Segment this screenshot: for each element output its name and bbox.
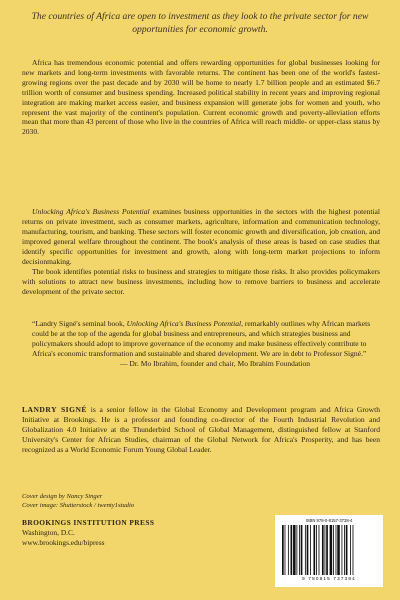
quote-attribution: — Dr. Mo Ibrahim, founder and chair, Mo Ibrahim Foundation [120,358,311,368]
publisher-url: www.brookings.edu/bipress [22,538,105,547]
barcode-panel [275,515,383,587]
publisher-city: Washington, D.C. [22,528,75,537]
author-bio [22,405,380,455]
quote-book-title: Unlocking Africa's Business Potential, [126,319,243,328]
book-title-inline: Unlocking Africa's Business Potential [32,207,150,216]
author-name: LANDRY SIGNÉ [22,405,87,414]
description-paragraph-2-text: examines business opportunities in the sectors with the highest potential returns on private investment, such as consumer markets, agriculture, information and communication technology, manufacturing, tourism, and banking. These sectors will foster economic growth and diversification, job creation, and improved general welfare throughout the continent. The book's analysis of these areas is based on case studies that identify specific opportunities for investment and growth, along with long-term market projections to inform decisionmaking. [22,207,380,266]
publisher-name: BROOKINGS INSTITUTION PRESS [22,518,155,527]
author-bio-text: is a senior fellow in the Global Economy and Development program and Africa Growth Initiative at Brookings. He is a professor and founding co-director of the Fourth Industrial Revolution and Globalization 4.0 Initiative at the Thunderbird School of Global Management, distinguished fellow at Stanford University's Center for African Studies, chairman of the Global Network for Africa's Prosperity, and has been recognized as a World Economic Forum Young Global Leader. [22,405,380,454]
description-paragraph-1: Africa has tremendous economic potential and offers rewarding opportunities for global businesses looking for new markets and long-term investments with favorable returns. The continent has been one of the world's fastest-growing regions over the past decade and by 2030 will be home to nearly 1.7 billion people and an estimated $6.7 trillion worth of consumer and business spending. Increased political stability in recent years and improving regional integration are making market access easier, and business expansion will generate jobs for women and youth, who represent the vast majority of the continent's population. Current economic growth and poverty-alleviation efforts mean that more than 43 percent of those who live in the countries of Africa will reach middle- or upper-class status by 2030. [22,58,380,137]
quote-body: remarkably outlines why African markets could be at the top of the agenda for global business and entrepreneurs, and which strategies business and policymakers should adopt to improve governance of the economy and make business effectively contribute to Africa's economic transformation and sustainable and shared development. We are in debt to Professor Signé.” [32,319,371,358]
cover-credits [22,492,242,510]
quote-open: “Landry Signé's seminal book, [32,319,127,328]
cover-design-credit: Cover design by Nancy Singer [22,493,103,500]
description-paragraph-2 [22,207,380,266]
publisher-info [22,518,242,548]
endorsement-quote [32,319,372,369]
cover-tagline: The countries of Africa are open to investment as they look to the private sector for new opportunities for economic growth. [31,11,369,35]
isbn-label: ISBN 978-0-8157-3738-4 [305,518,353,523]
description-paragraph-3: The book identifies potential risks to business and strategies to mitigate those risks. It also provides policymakers with solutions to attract new business investments, including how to remove barriers to business and accelerate development of the private sector. [22,267,380,296]
barcode-image [281,525,377,575]
cover-image-credit: Cover image: Shutterstock / twenty1studio [22,502,135,509]
barcode-digits: 9 780815 737384 [302,576,356,581]
